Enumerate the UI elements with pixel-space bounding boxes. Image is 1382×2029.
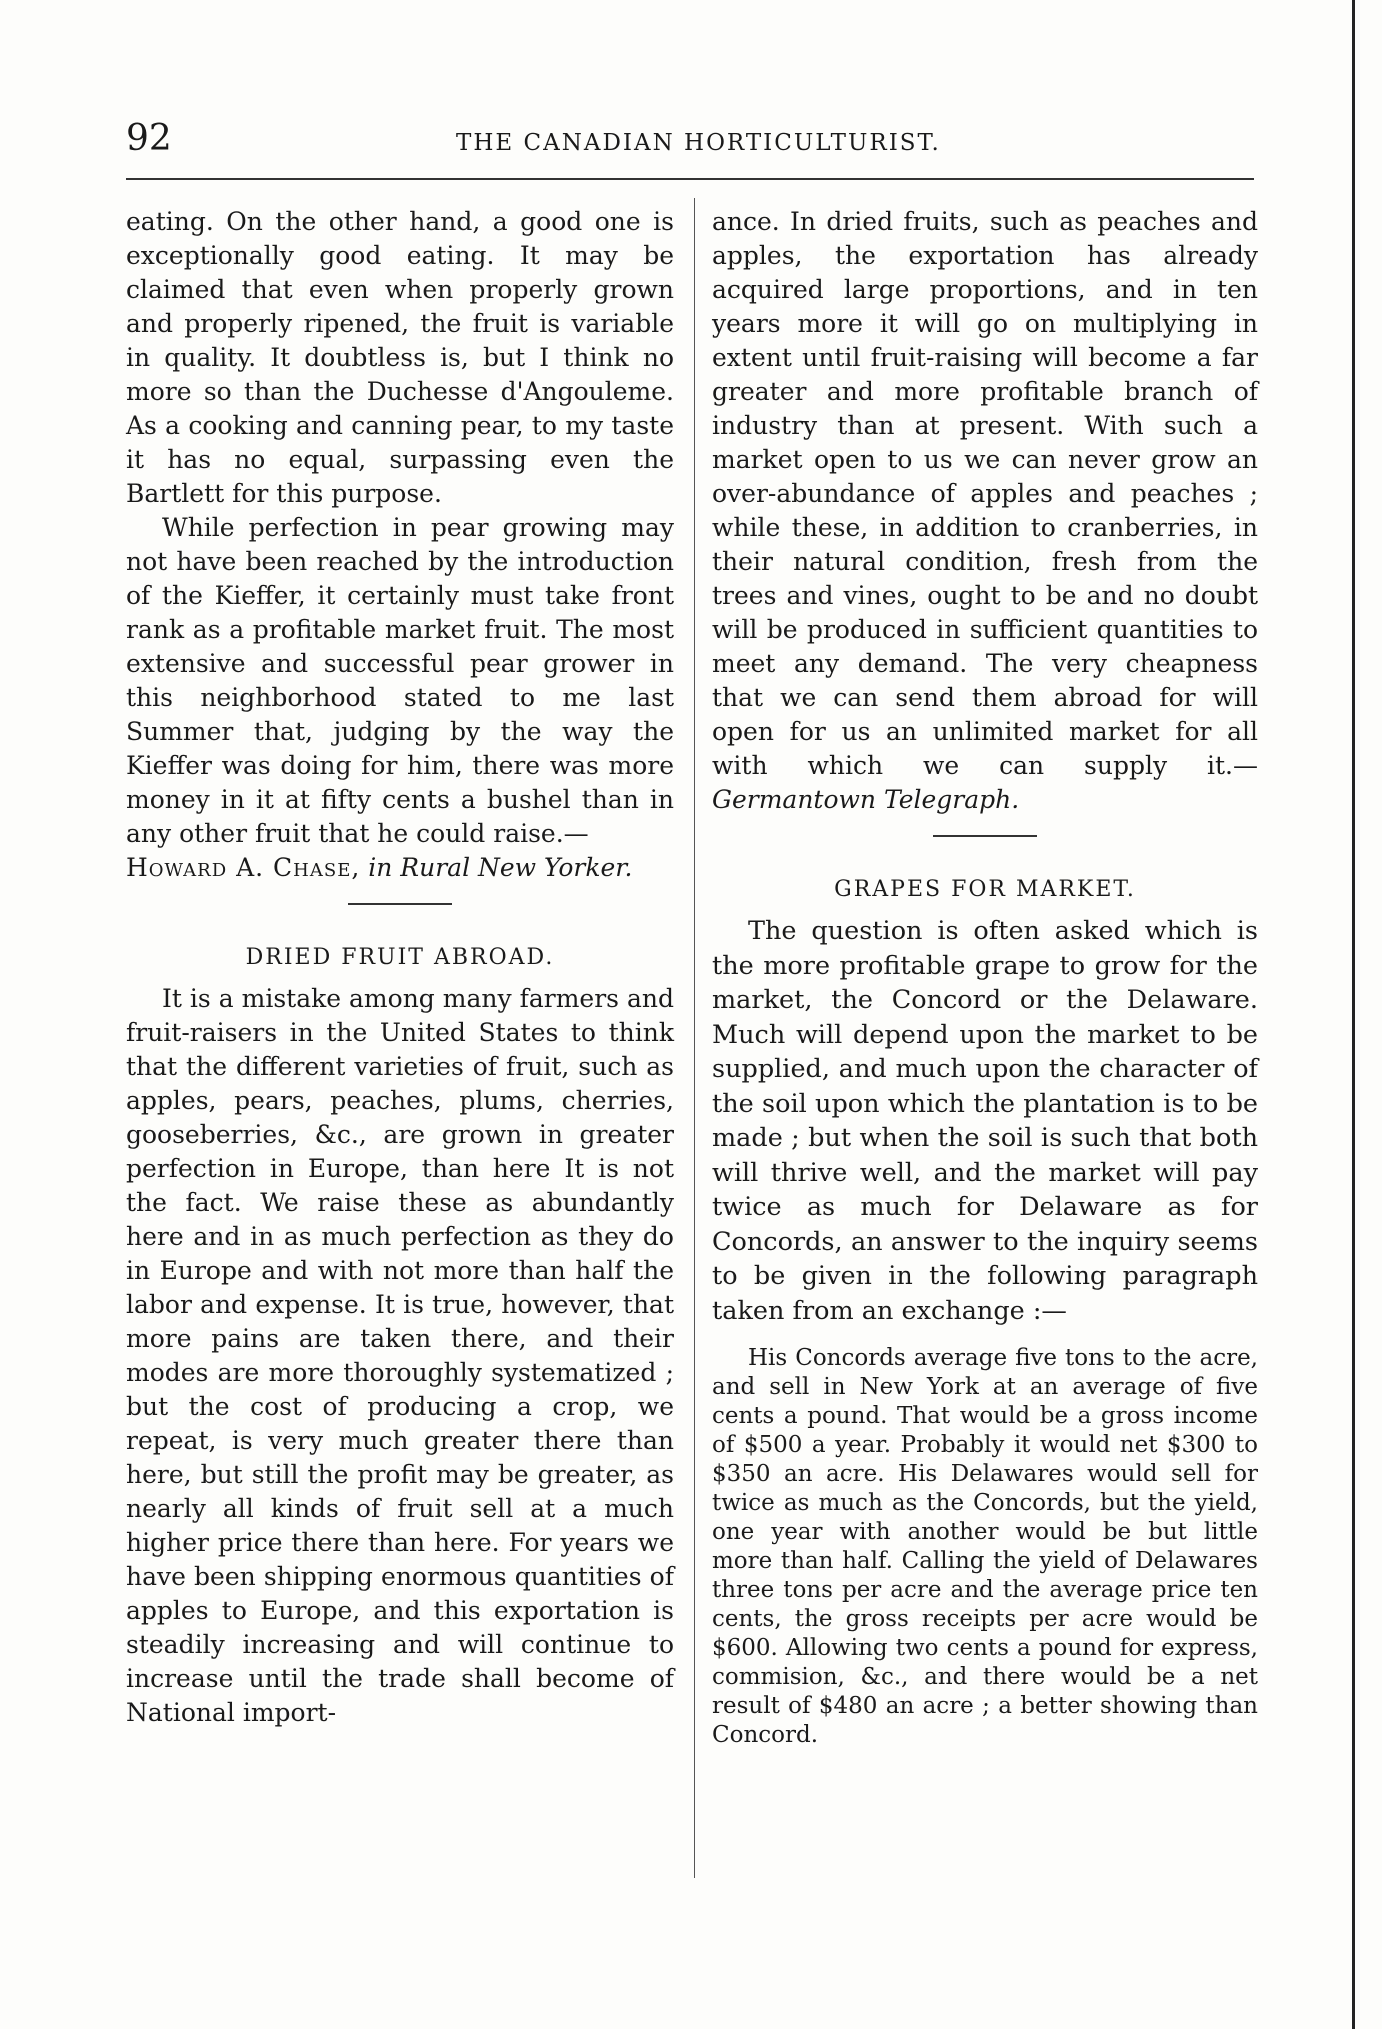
section-heading-grapes: GRAPES FOR MARKET.: [834, 877, 1136, 902]
dried-fruit-text: ance. In dried fruits, such as peaches and apples, the exportation has already acquired large proportions, and in ten years more it will go on multiplying in extent until fruit-raising will become a far greater and more profitable branch of industry than at present. With such a market open to us we can never grow an over-abundance of apples and peaches ; while these, in addition to cranberries, in their natural condition, fresh from the trees and vines, ought to be and no doubt will be produced in sufficient quantities to meet any demand. The very cheapness that we can send them abroad for will open for us an unlimited market for all with which we can supply it.—: [712, 207, 1258, 780]
page-binding-edge: [1352, 0, 1355, 2029]
left-column: [126, 205, 674, 1730]
dried-fruit-paragraph-continued: [712, 205, 1258, 817]
dried-fruit-source: Germantown Telegraph.: [712, 785, 1020, 814]
running-title: THE CANADIAN HORTICULTURIST.: [456, 130, 941, 156]
grapes-quote-text: His Concords average five tons to the acre, and sell in New York at an average of five cents a pound. That would be a gross income of $500 a year. Probably it would net $300 to $350 an acre. His Delawares would sell for twice as much as the Concords, but the yield, one year with another would be but little more than half. Calling the yield of Delawares three tons per acre and the average price ten cents, the gross receipts per acre would be $600. Allowing two cents a pound for express, commision, &c., and there would be a net result of $480 an acre ; a better showing than Concord.: [712, 1345, 1258, 1748]
kieffer-source: in Rural New Yorker.: [368, 853, 633, 882]
kieffer-paragraph-text: While perfection in pear growing may not have been reached by the introduction of the Kieffer, it certainly must take front rank as a profitable market fruit. The most extensive and successful pear grower in this neighborhood stated to me last Summer that, judging by the way the Kieffer was doing for him, there was more money in it at fifty cents a bushel than in any other fruit that he could raise.—: [126, 513, 674, 848]
dried-fruit-paragraph: It is a mistake among many farmers and fruit-raisers in the United States to think that the different varieties of fruit, such as apples, pears, peaches, plums, cherries, gooseberries, &c., are grown in greater perfection in Europe, than here It is not the fact. We raise these as abundantly here and in as much perfection as they do in Europe and with not more than half the labor and expense. It is true, however, that more pains are taken there, and their modes are more thoroughly systematized ; but the cost of producing a crop, we repeat, is very much greater there than here, but still the profit may be greater, as nearly all kinds of fruit sell at a much higher price there than here. For years we have been shipping enormous quantities of apples to Europe, and this exportation is steadily increasing and will continue to increase until the trade shall become of National import-: [126, 984, 674, 1727]
page-number: 92: [126, 118, 172, 159]
grapes-quoted-paragraph: [712, 1344, 1258, 1750]
header-rule: [126, 178, 1254, 180]
section-heading-dried-fruit: DRIED FRUIT ABROAD.: [245, 945, 555, 970]
kieffer-author: Howard A. Chase,: [126, 853, 361, 882]
page-header: [126, 118, 1256, 164]
section-divider: [933, 835, 1037, 837]
grapes-section: [712, 914, 1258, 1750]
column-divider: [694, 198, 695, 1878]
grapes-paragraph: The question is often asked which is the more profitable grape to grow for the market, the Concord or the Delaware. Much will depend upon the market to be supplied, and much upon the character of the soil upon which the plantation is to be made ; but when the soil is such that both will thrive well, and the market will pay twice as much for Delaware as for Concords, an answer to the inquiry seems to be given in the following paragraph taken from an exchange :—: [712, 916, 1258, 1326]
right-column: [712, 205, 1258, 1750]
kieffer-paragraph: [126, 511, 674, 885]
section-divider: [348, 903, 452, 905]
kieffer-paragraph-continued: eating. On the other hand, a good one is exceptionally good eating. It may be claimed that even when properly grown and properly ripened, the fruit is variable in quality. It doubtless is, but I think no more so than the Duchesse d'Angouleme. As a cooking and canning pear, to my taste it has no equal, surpassing even the Bartlett for this purpose.: [126, 207, 674, 508]
